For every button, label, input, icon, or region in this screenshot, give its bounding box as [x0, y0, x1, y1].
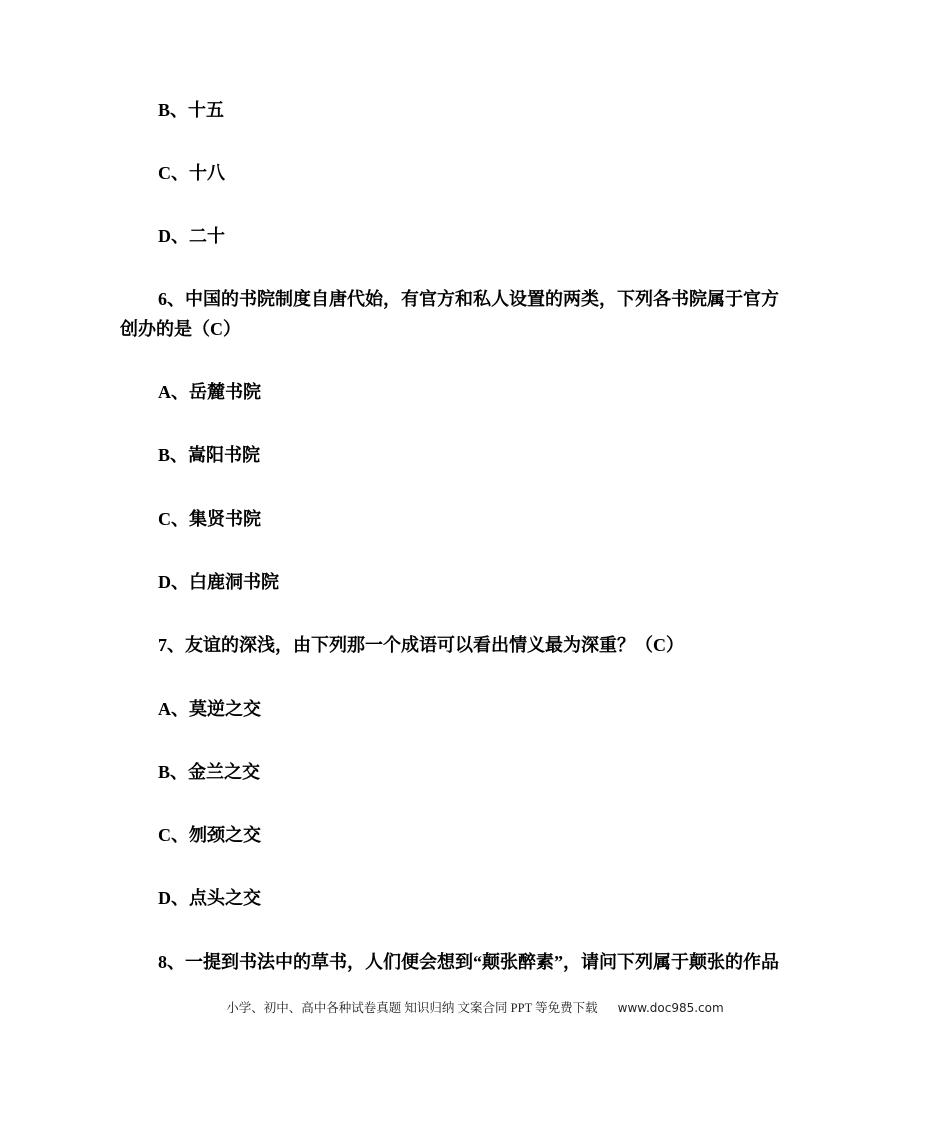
page-footer: [0, 998, 950, 1018]
question-6-option-c: C、集贤书院: [158, 509, 261, 529]
question-6-option-b: B、嵩阳书院: [158, 445, 261, 465]
question-8: 8、一提到书法中的草书，人们便会想到“颠张醉素”，请问下列属于颠张的作品: [158, 952, 779, 972]
option-b-fifteen: B、十五: [158, 100, 225, 120]
option-d-twenty: D、二十: [158, 226, 225, 246]
question-7-option-b: B、金兰之交: [158, 762, 261, 782]
option-c-eighteen: C、十八: [158, 163, 225, 183]
question-6-option-d: D、白鹿洞书院: [158, 572, 279, 592]
question-7-option-c: C、刎颈之交: [158, 825, 261, 845]
question-7-option-d: D、点头之交: [158, 888, 261, 908]
question-7: 7、友谊的深浅，由下列那一个成语可以看出情义最为深重？（C）: [158, 635, 684, 655]
footer-site-link[interactable]: www.doc985.com: [617, 1001, 724, 1015]
question-6: 6、中国的书院制度自唐代始，有官方和私人设置的两类，下列各书院属于官方创办的是（C）: [120, 289, 779, 339]
question-7-option-a: A、莫逆之交: [158, 699, 261, 719]
footer-text: 小学、初中、高中各种试卷真题 知识归纳 文案合同 PPT 等免费下载: [226, 1001, 598, 1015]
question-6-option-a: A、岳麓书院: [158, 382, 261, 402]
